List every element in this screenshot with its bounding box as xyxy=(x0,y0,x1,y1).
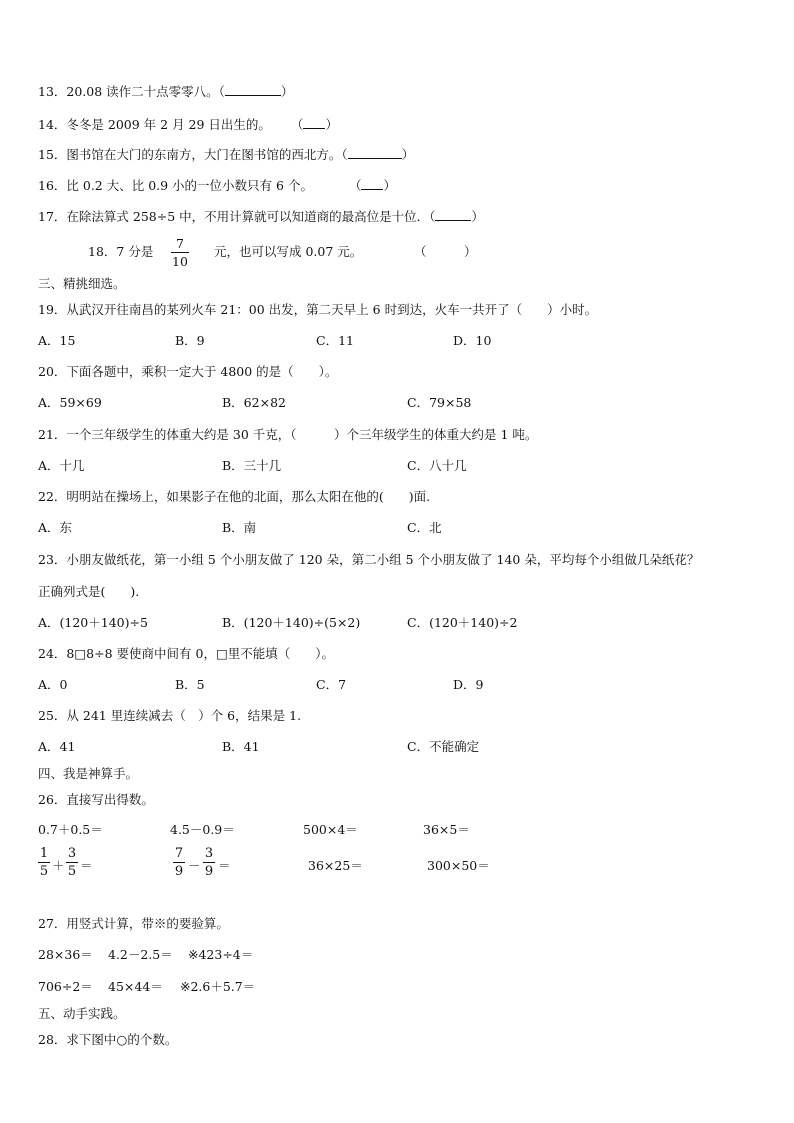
answer-blank-15[interactable] xyxy=(348,146,402,159)
section-3-title: 三、精挑细选。 xyxy=(38,276,126,291)
option-23-b[interactable]: B．(120＋140)÷(5×2) xyxy=(222,615,361,630)
question-23-line2: 正确列式是( ). xyxy=(38,584,140,599)
option-22-b[interactable]: B．南 xyxy=(222,520,257,535)
fraction-3-9 xyxy=(203,846,215,879)
fraction-1-5 xyxy=(38,846,50,879)
question-21: 21．一个三年级学生的体重大约是 30 千克，（ ）个三年级学生的体重大约是 1 吨。 xyxy=(38,427,538,442)
fraction-denominator: 9 xyxy=(174,864,184,879)
option-21-b[interactable]: B．三十几 xyxy=(222,458,282,473)
option-19-d[interactable]: D．10 xyxy=(453,333,492,348)
option-19-b[interactable]: B．9 xyxy=(175,333,205,348)
fraction-numerator: 3 xyxy=(67,846,77,861)
fraction-numerator: 7 xyxy=(174,846,184,861)
question-22: 22．明明站在操场上，如果影子在他的北面，那么太阳在他的( )面. xyxy=(38,489,431,504)
answer-blank-17[interactable] xyxy=(435,208,471,221)
question-13: 13．20.08 读作二十点零零八。（ ） xyxy=(38,84,294,99)
option-22-a[interactable]: A．东 xyxy=(38,520,73,535)
calc-27-6[interactable]: ※2.6＋5.7＝ xyxy=(180,979,256,994)
option-19-a[interactable]: A．15 xyxy=(38,333,76,348)
calc-27-1[interactable]: 28×36＝ xyxy=(38,947,93,962)
question-27: 27．用竖式计算，带※的要验算。 xyxy=(38,916,229,931)
fraction-numerator: 7 xyxy=(176,236,184,251)
fraction-denominator: 5 xyxy=(39,864,49,879)
section-5-title: 五、动手实践。 xyxy=(38,1006,126,1021)
answer-paren-18[interactable]: （ ） xyxy=(414,244,477,259)
question-16: 16．比 0.2 大、比 0.9 小的一位小数只有 6 个。 （ ） xyxy=(38,178,396,193)
question-19: 19．从武汉开往南昌的某列火车 21：00 出发，第二天早上 6 时到达，火车一共开了（ ）小时。 xyxy=(38,302,598,317)
question-18-prefix: 18．7 分是 xyxy=(88,244,154,259)
option-23-a[interactable]: A．(120＋140)÷5 xyxy=(38,615,148,630)
operator-plus: ＋ xyxy=(52,858,65,873)
question-24: 24．8□8÷8 要使商中间有 0，□里不能填（ ）。 xyxy=(38,646,335,661)
calc-27-4[interactable]: 706÷2＝ xyxy=(38,979,93,994)
question-28: 28．求下图中○的个数。 xyxy=(38,1032,178,1047)
fraction-bar xyxy=(66,862,78,863)
fraction-7-10 xyxy=(171,236,189,269)
fraction-denominator: 5 xyxy=(67,864,77,879)
fraction-bar xyxy=(173,862,185,863)
option-20-b[interactable]: B．62×82 xyxy=(222,395,286,410)
calc-27-2[interactable]: 4.2－2.5＝ xyxy=(108,947,173,962)
option-25-a[interactable]: A．41 xyxy=(38,739,76,754)
fraction-numerator: 3 xyxy=(204,846,214,861)
option-20-c[interactable]: C．79×58 xyxy=(407,395,472,410)
question-18-suffix: 元，也可以写成 0.07 元。 xyxy=(214,244,363,259)
fraction-bar xyxy=(38,862,50,863)
fraction-numerator: 1 xyxy=(39,846,49,861)
option-25-b[interactable]: B．41 xyxy=(222,739,260,754)
calc-27-3[interactable]: ※423÷4＝ xyxy=(188,947,254,962)
calc-26-3[interactable]: 500×4＝ xyxy=(303,822,358,837)
option-23-c[interactable]: C．(120＋140)÷2 xyxy=(407,615,518,630)
calc-26-1[interactable]: 0.7＋0.5＝ xyxy=(38,822,103,837)
option-24-d[interactable]: D．9 xyxy=(453,677,484,692)
section-4-title: 四、我是神算手。 xyxy=(38,766,139,781)
option-24-c[interactable]: C．7 xyxy=(316,677,347,692)
option-20-a[interactable]: A．59×69 xyxy=(38,395,102,410)
question-15: 15．图书馆在大门的东南方，大门在图书馆的西北方。（ ） xyxy=(38,147,415,162)
option-19-c[interactable]: C．11 xyxy=(316,333,354,348)
question-23: 23．小朋友做纸花，第一小组 5 个小朋友做了 120 朵，第二小组 5 个小朋友做了 140 朵，平均每个小组做几朵纸花？ xyxy=(38,552,700,567)
fraction-denominator: 10 xyxy=(172,254,188,269)
calc-27-5[interactable]: 45×44＝ xyxy=(108,979,163,994)
option-21-a[interactable]: A．十几 xyxy=(38,458,85,473)
option-22-c[interactable]: C．北 xyxy=(407,520,442,535)
option-21-c[interactable]: C．八十几 xyxy=(407,458,467,473)
equals-sign[interactable]: ＝ xyxy=(80,858,93,873)
operator-minus: － xyxy=(188,858,201,873)
fraction-bar xyxy=(203,862,215,863)
answer-blank-14[interactable] xyxy=(303,116,325,129)
fraction-3-5 xyxy=(66,846,78,879)
calc-26-4[interactable]: 36×5＝ xyxy=(423,822,470,837)
calc-26-2[interactable]: 4.5－0.9＝ xyxy=(170,822,235,837)
option-24-a[interactable]: A．0 xyxy=(38,677,68,692)
equals-sign[interactable]: ＝ xyxy=(218,858,231,873)
question-26: 26．直接写出得数。 xyxy=(38,792,154,807)
option-25-c[interactable]: C．不能确定 xyxy=(407,739,480,754)
question-25: 25．从 241 里连续减去（ ）个 6，结果是 1. xyxy=(38,708,302,723)
calc-26-7[interactable]: 36×25＝ xyxy=(308,858,363,873)
answer-blank-13[interactable] xyxy=(225,83,281,96)
option-24-b[interactable]: B．5 xyxy=(175,677,205,692)
question-14: 14．冬冬是 2009 年 2 月 29 日出生的。 （ ） xyxy=(38,117,338,132)
question-20: 20．下面各题中，乘积一定大于 4800 的是（ ）。 xyxy=(38,364,338,379)
calc-26-8[interactable]: 300×50＝ xyxy=(427,858,490,873)
fraction-bar xyxy=(171,252,189,253)
fraction-7-9 xyxy=(173,846,185,879)
question-17: 17．在除法算式 258÷5 中，不用计算就可以知道商的最高位是十位．（ ） xyxy=(38,209,484,224)
answer-blank-16[interactable] xyxy=(361,177,383,190)
fraction-denominator: 9 xyxy=(204,864,214,879)
